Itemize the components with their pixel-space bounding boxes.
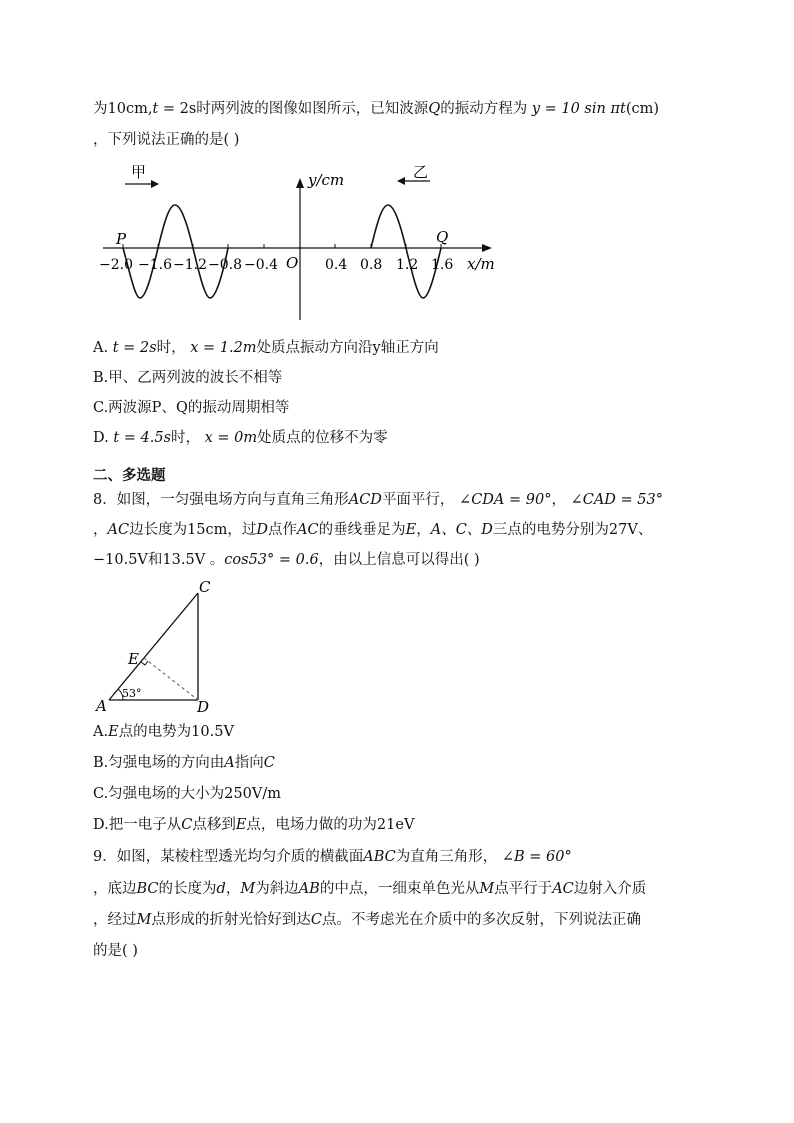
q7-intro-line2: ，下列说法正确的是( ) bbox=[93, 132, 240, 148]
tick-label: 1.2 bbox=[396, 257, 419, 273]
option-text: 处质点振动方向沿y轴正方向 bbox=[256, 340, 439, 356]
option-text: 点的电势为10.5V bbox=[118, 724, 234, 740]
q8-text: 点作 bbox=[268, 522, 298, 538]
q7-option-a bbox=[93, 338, 439, 358]
q7-intro-line1 bbox=[93, 99, 659, 119]
option-var: A bbox=[224, 755, 235, 771]
option-label: D. bbox=[93, 430, 114, 446]
q8-var: D bbox=[256, 522, 269, 538]
q9-var: d bbox=[216, 881, 226, 897]
triangle-figure bbox=[93, 578, 223, 718]
wave-figure bbox=[95, 160, 515, 325]
q9-line3 bbox=[93, 910, 641, 930]
q7-option-b: B.甲、乙两列波的波长不相等 bbox=[93, 370, 283, 386]
q8-text: 三点的电势分别为27V、 bbox=[492, 522, 653, 538]
q8-option-c: C.匀强电场的大小为250V/m bbox=[93, 786, 281, 802]
option-math: t = 4.5s bbox=[113, 430, 172, 446]
q9-math: ∠B = 60° bbox=[501, 849, 572, 865]
q8-var: AC bbox=[107, 522, 130, 538]
x-axis-label: x/m bbox=[467, 255, 495, 273]
option-text: 点移到 bbox=[192, 817, 236, 833]
option-var: C bbox=[181, 817, 193, 833]
q9-var: M bbox=[240, 881, 256, 897]
q7-var-Q: Q bbox=[428, 101, 441, 117]
tick-label: 0.8 bbox=[360, 257, 383, 273]
q9-text: 为斜边 bbox=[255, 881, 299, 897]
q9-text: 点形成的折射光恰好到达 bbox=[151, 912, 311, 928]
option-label: D.把一电子从 bbox=[93, 817, 182, 833]
q8-text: ， bbox=[551, 492, 571, 508]
q7-intro-text: = 2s时两列波的图像如图所示，已知波源 bbox=[158, 101, 429, 117]
q7-intro-text: 的振动方程为 bbox=[440, 101, 532, 117]
q9-text: 9．如图，某棱柱型透光均匀介质的横截面 bbox=[93, 849, 364, 865]
vertex-D-label: D bbox=[197, 698, 210, 716]
q9-text: 的长度为 bbox=[158, 881, 217, 897]
label-yi: 乙 bbox=[413, 163, 429, 181]
option-text: 时， bbox=[156, 340, 191, 356]
tick-label: 1.6 bbox=[431, 257, 454, 273]
x-ticks bbox=[123, 244, 441, 248]
q9-var: BC bbox=[136, 881, 159, 897]
q8-var: A、C、D bbox=[430, 522, 493, 538]
angle-label: 53° bbox=[122, 687, 142, 700]
q7-option-d bbox=[93, 428, 388, 448]
tick-labels bbox=[99, 257, 453, 273]
q9-text: 边射入介质 bbox=[573, 881, 647, 897]
q8-text: 平面平行， bbox=[381, 492, 460, 508]
option-text: 处质点的位移不为零 bbox=[257, 430, 388, 446]
q8-text: ， bbox=[93, 522, 108, 538]
q8-math: cos53° = 0.6 bbox=[224, 552, 319, 568]
q9-var: ABC bbox=[363, 849, 396, 865]
q7-option-c: C.两波源P、Q的振动周期相等 bbox=[93, 400, 290, 416]
q8-text: 8．如图，一匀强电场方向与直角三角形 bbox=[93, 492, 349, 508]
q9-var: AC bbox=[552, 881, 574, 897]
q9-var: M bbox=[136, 912, 152, 928]
arrow-right-head bbox=[151, 180, 159, 188]
q7-intro-text: 为10cm, bbox=[93, 101, 153, 117]
option-text: 点，电场力做的功为21eV bbox=[246, 817, 415, 833]
q9-text: 点平行于 bbox=[494, 881, 553, 897]
q8-option-b bbox=[93, 753, 275, 773]
q8-var: ACD bbox=[348, 492, 382, 508]
option-math: x = 0m bbox=[204, 430, 258, 446]
q8-math: ∠CDA = 90° bbox=[459, 492, 552, 508]
origin-label: O bbox=[286, 254, 299, 272]
option-math: x = 1.2m bbox=[190, 340, 257, 356]
q8-var: E bbox=[405, 522, 417, 538]
wave-jia-curve bbox=[123, 205, 228, 298]
q9-text: ， bbox=[225, 881, 241, 897]
x-axis-arrow bbox=[482, 244, 492, 252]
y-axis-label: y/cm bbox=[308, 171, 345, 189]
q9-var: C bbox=[310, 912, 322, 928]
q7-equation: y = 10 sin πt bbox=[531, 101, 626, 117]
q9-text: ，经过 bbox=[93, 912, 137, 928]
option-label: B.匀强电场的方向由 bbox=[93, 755, 225, 771]
q7-equation-unit: (cm) bbox=[625, 101, 660, 117]
option-var: E bbox=[235, 817, 247, 833]
option-label: A. bbox=[93, 340, 113, 356]
tick-label: −2.0 bbox=[99, 257, 133, 273]
vertex-C-label: C bbox=[199, 578, 211, 596]
q9-text: ，底边 bbox=[93, 881, 137, 897]
q8-math: ∠CAD = 53° bbox=[570, 492, 663, 508]
q9-line2 bbox=[93, 879, 646, 899]
section-title: 二、多选题 bbox=[93, 468, 166, 484]
q9-line4: 的是( ) bbox=[93, 943, 138, 959]
q8-text: 的垂线垂足为 bbox=[318, 522, 406, 538]
q8-option-a bbox=[93, 722, 234, 742]
q8-text: 边长度为15cm，过 bbox=[129, 522, 257, 538]
q9-text: 点。不考虑光在介质中的多次反射，下列说法正确 bbox=[321, 912, 641, 928]
wave-yi-curve bbox=[371, 205, 441, 298]
right-angle-mark bbox=[141, 661, 148, 665]
tick-label: −1.6 bbox=[138, 257, 172, 273]
y-axis-arrow bbox=[296, 178, 304, 188]
q8-var: AC bbox=[297, 522, 319, 538]
tick-label: −0.8 bbox=[208, 257, 242, 273]
q8-line3 bbox=[93, 550, 480, 570]
option-text: 时， bbox=[171, 430, 205, 446]
q8-text: −10.5V和13.5V 。 bbox=[93, 552, 225, 568]
label-jia: 甲 bbox=[131, 163, 147, 181]
q9-text: 为直角三角形， bbox=[395, 849, 502, 865]
option-text: 指向 bbox=[234, 755, 264, 771]
q9-var: M bbox=[479, 881, 495, 897]
q8-text: ， bbox=[416, 522, 431, 538]
vertex-A-label: A bbox=[96, 697, 107, 715]
tick-label: −0.4 bbox=[244, 257, 278, 273]
q7-var-t: t bbox=[152, 101, 159, 117]
tick-label: 0.4 bbox=[325, 257, 348, 273]
q9-var: AB bbox=[298, 881, 320, 897]
segment-DE bbox=[144, 658, 198, 700]
option-var: C bbox=[263, 755, 275, 771]
point-P-label: P bbox=[116, 230, 127, 248]
q9-text: 的中点，一细束单色光从 bbox=[319, 881, 480, 897]
q8-line2 bbox=[93, 520, 652, 540]
tick-label: −1.2 bbox=[173, 257, 207, 273]
point-E-label: E bbox=[128, 650, 139, 668]
q8-option-d bbox=[93, 815, 414, 835]
option-math: t = 2s bbox=[112, 340, 157, 356]
q8-text: ，由以上信息可以得出( ) bbox=[318, 552, 480, 568]
side-AC bbox=[109, 593, 198, 700]
option-var: E bbox=[108, 724, 119, 740]
arrow-left-head bbox=[397, 177, 405, 185]
option-label: A. bbox=[93, 724, 109, 740]
q8-line1 bbox=[93, 490, 663, 510]
q9-line1 bbox=[93, 847, 572, 867]
point-Q-label: Q bbox=[436, 228, 449, 246]
